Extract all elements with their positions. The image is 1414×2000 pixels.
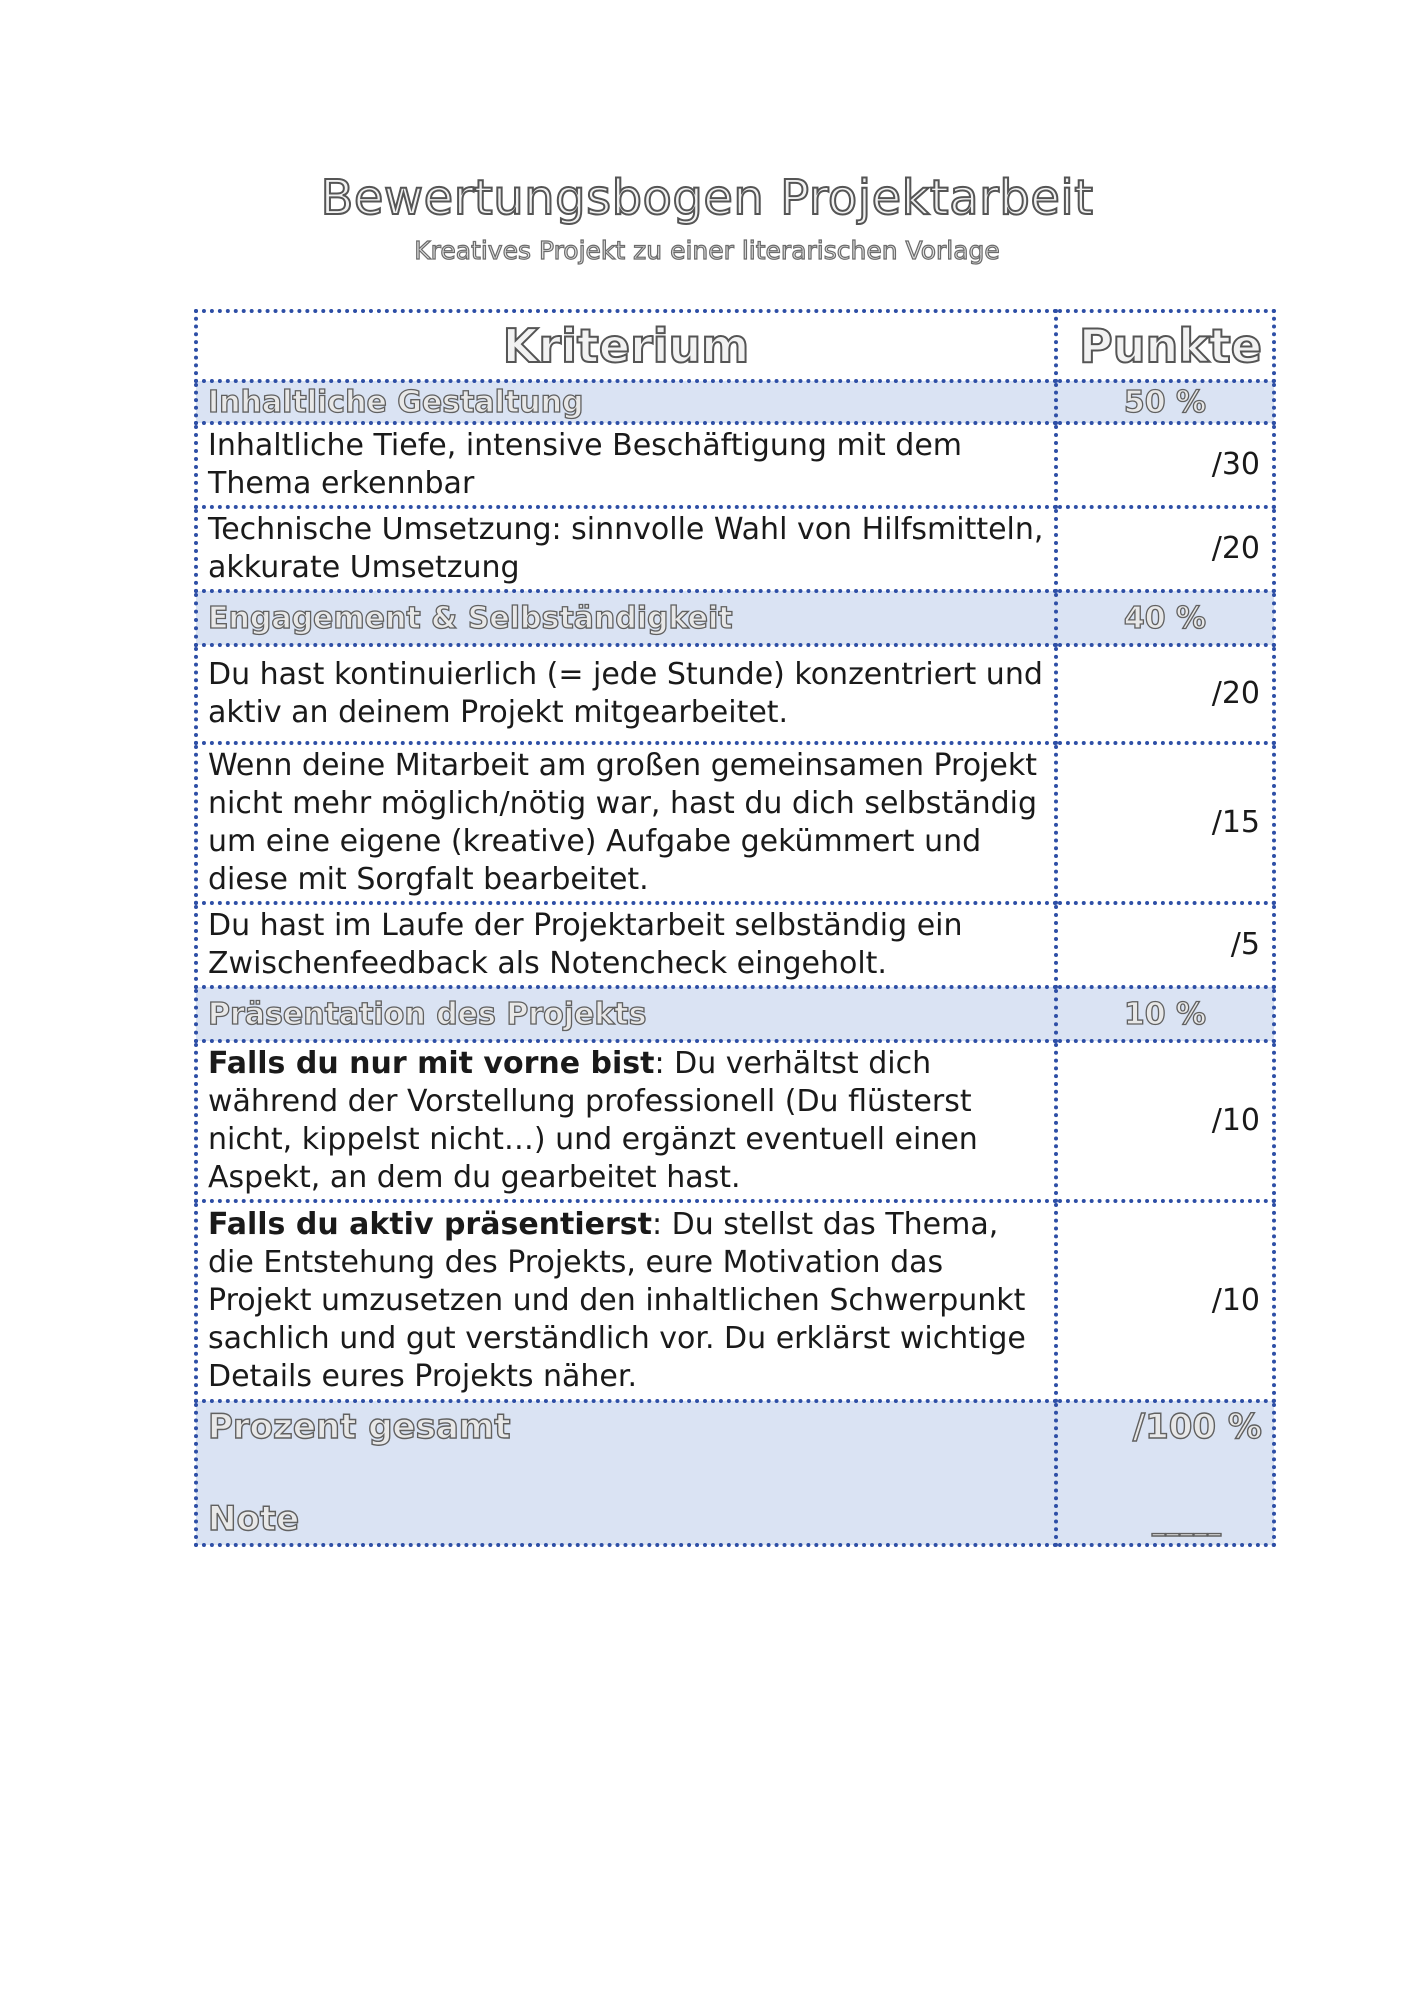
section-percent: 10 %	[1056, 987, 1274, 1041]
criterion-row	[196, 743, 1274, 903]
grade-label: Note	[208, 1499, 300, 1539]
page-title: Bewertungsbogen Projektarbeit	[320, 170, 1094, 226]
criterion-row	[196, 645, 1274, 743]
total-cell-right	[1056, 1401, 1274, 1545]
grade-blank: _____	[1152, 1507, 1222, 1537]
criterion-row	[196, 1201, 1274, 1401]
column-header-criterion: Kriterium	[196, 311, 1056, 381]
criterion-text: Wenn deine Mitarbeit am großen gemeinsamen Projekt nicht mehr möglich/nötig war, hast du dich selbständig um eine eigene (kreative) Aufgabe gekümmert und diese mit Sorgfalt bearbeitet.	[196, 743, 1056, 903]
criterion-points: /30	[1056, 423, 1274, 507]
criterion-text: Falls du nur mit vorne bist: Du verhältst dich während der Vorstellung professionell (Du flüsterst nicht, kippelst nicht…) und ergänzt eventuell einen Aspekt, an dem du gearbeitet hast.	[196, 1041, 1056, 1201]
criterion-points: /10	[1056, 1201, 1274, 1401]
section-percent: 40 %	[1056, 591, 1274, 645]
criterion-points: /15	[1056, 743, 1274, 903]
criterion-points: /5	[1056, 903, 1274, 987]
criterion-text: Inhaltliche Tiefe, intensive Beschäftigung mit dem Thema erkennbar	[196, 423, 1056, 507]
section-percent: 50 %	[1056, 381, 1274, 423]
criterion-points: /20	[1056, 507, 1274, 591]
criterion-row	[196, 507, 1274, 591]
criterion-points: /20	[1056, 645, 1274, 743]
total-label: Prozent gesamt	[208, 1407, 511, 1447]
section-row-engagement	[196, 591, 1274, 645]
criterion-row	[196, 423, 1274, 507]
table-header-row	[196, 311, 1274, 381]
criterion-row	[196, 903, 1274, 987]
grading-table	[194, 309, 1276, 1547]
section-row-presentation	[196, 987, 1274, 1041]
section-title: Inhaltliche Gestaltung	[196, 381, 1056, 423]
total-cell-left	[196, 1401, 1056, 1545]
criterion-text: Du hast im Laufe der Projektarbeit selbständig ein Zwischenfeedback als Notencheck eingeholt.	[196, 903, 1056, 987]
section-title: Engagement & Selbständigkeit	[196, 591, 1056, 645]
column-header-points: Punkte	[1056, 311, 1274, 381]
criterion-row	[196, 1041, 1274, 1201]
criterion-text: Falls du aktiv präsentierst: Du stellst das Thema, die Entstehung des Projekts, eure Motivation das Projekt umzusetzen und den inhaltlichen Schwerpunkt sachlich und gut verständlich vor. Du erklärst wichtige Details eures Projekts näher.	[196, 1201, 1056, 1401]
section-row-content	[196, 381, 1274, 423]
criterion-text: Technische Umsetzung: sinnvolle Wahl von Hilfsmitteln, akkurate Umsetzung	[196, 507, 1056, 591]
section-title: Präsentation des Projekts	[196, 987, 1056, 1041]
criterion-text: Du hast kontinuierlich (= jede Stunde) konzentriert und aktiv an deinem Projekt mitgearbeitet.	[196, 645, 1056, 743]
criterion-points: /10	[1056, 1041, 1274, 1201]
total-row	[196, 1401, 1274, 1545]
total-percent: /100 %	[1132, 1407, 1262, 1447]
page-subtitle: Kreatives Projekt zu einer literarischen Vorlage	[414, 236, 1000, 265]
